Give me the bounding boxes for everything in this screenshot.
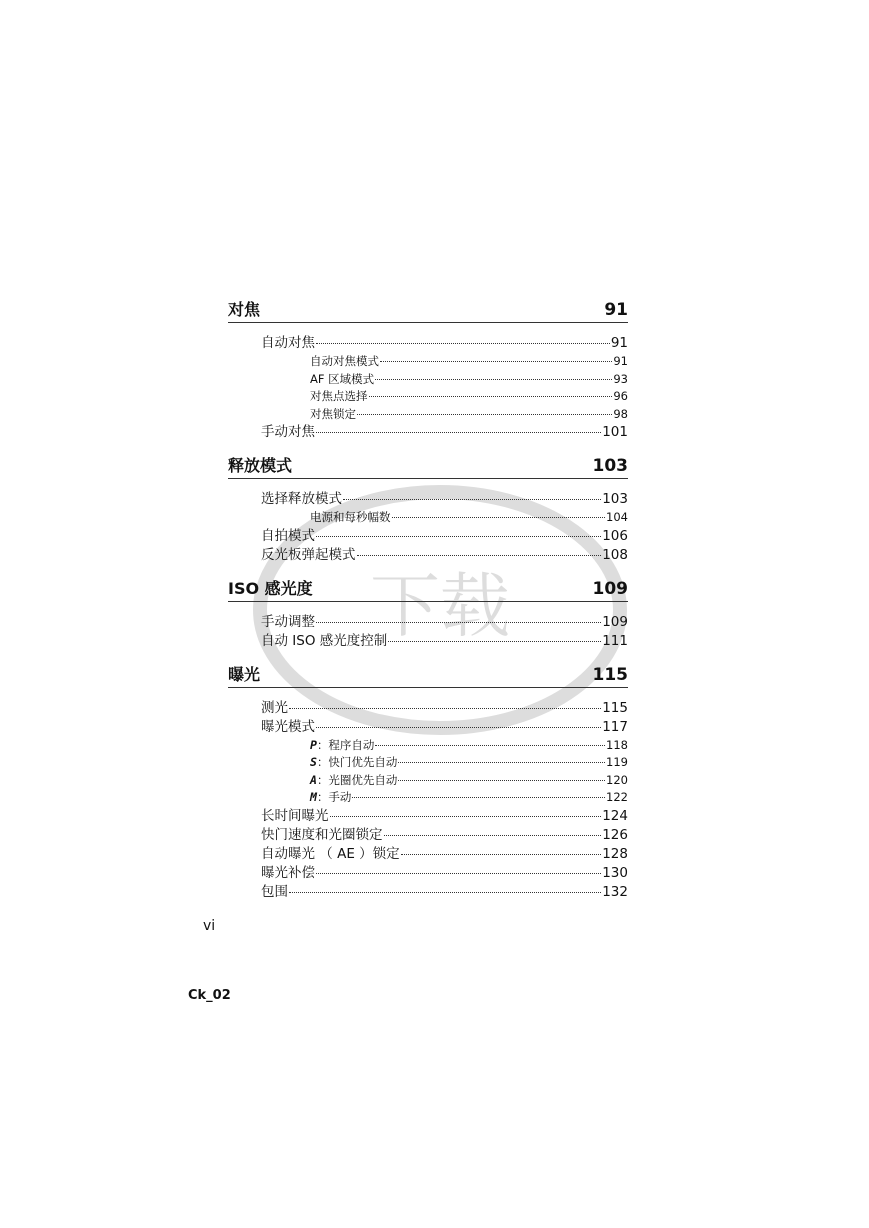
dot-leader [375,745,605,746]
toc-subentry[interactable] [228,371,628,389]
section-page-number: 91 [604,300,628,320]
mode-letter: A [310,772,317,787]
dot-leader [352,797,605,798]
page-number: vi [203,918,216,934]
toc-subentry[interactable] [228,772,628,790]
entry-page-number: 130 [602,864,628,881]
toc-entry[interactable] [228,826,628,845]
entry-label: 自动对焦模式 [310,354,379,368]
entry-label: 曝光模式 [261,718,315,735]
toc-section [228,452,628,575]
entry-page-number: 109 [602,613,628,630]
entry-label: 自动 ISO 感光度控制 [261,632,388,649]
entry-page-number: 103 [602,491,628,507]
dot-leader [330,816,602,817]
dot-leader [392,517,606,518]
entry-page-number: 91 [610,335,628,351]
entry-label: 手动对焦 [261,424,315,440]
dot-leader [380,361,612,362]
entry-label: 包围 [261,883,288,900]
toc-entry[interactable] [228,632,628,651]
entry-page-number: 98 [613,406,628,421]
entry-page-number: 118 [606,737,628,752]
entry-page-number: 115 [602,699,628,716]
dot-leader [316,432,601,433]
mode-letter: P [310,737,317,752]
dot-leader [289,892,601,893]
entry-label: 长时间曝光 [261,807,329,824]
entry-label: 快门速度和光圈锁定 [261,826,383,843]
entry-label: 手动调整 [261,613,315,630]
table-of-contents [228,296,628,912]
section-header [228,296,628,323]
toc-entry[interactable] [228,613,628,632]
entry-page-number: 120 [606,772,628,787]
section-title: ISO 感光度 [228,578,313,598]
toc-entry[interactable] [228,423,628,442]
section-title: 释放模式 [228,456,293,475]
entry-page-number: 132 [602,883,628,900]
dot-leader [384,835,602,836]
entry-list [228,602,628,661]
toc-subentry[interactable] [228,789,628,807]
dot-leader [375,379,612,380]
dot-leader [289,708,601,709]
toc-subentry[interactable] [228,509,628,527]
entry-list [228,479,628,575]
entry-label: 测光 [261,699,288,716]
entry-label [310,789,351,807]
entry-page-number: 93 [613,371,628,386]
dot-leader [401,854,602,855]
section-page-number: 103 [592,456,628,476]
entry-page-number: 96 [613,389,628,403]
toc-section [228,661,628,912]
toc-subentry[interactable] [228,388,628,406]
entry-page-number: 111 [602,632,628,649]
entry-list [228,688,628,912]
entry-label: 电源和每秒幅数 [310,510,391,524]
mode-label: ：快门优先自动 [316,755,398,769]
entry-label: 自动对焦 [261,335,315,351]
dot-leader [316,873,601,874]
toc-entry[interactable] [228,807,628,826]
entry-label [310,754,397,772]
toc-entry[interactable] [228,718,628,737]
toc-entry[interactable] [228,546,628,565]
toc-subentry[interactable] [228,737,628,755]
mode-letter: M [310,790,317,804]
section-page-number: 109 [592,578,628,599]
entry-label: 曝光补偿 [261,864,315,881]
section-page-number: 115 [592,664,628,685]
entry-page-number: 101 [602,424,628,440]
mode-label: ：手动 [316,790,352,804]
svg-text:下载: 下载 [370,565,510,647]
entry-page-number: 117 [602,718,628,735]
entry-label: 对焦点选择 [310,389,368,403]
dot-leader [398,762,605,763]
dot-leader [398,780,605,781]
entry-label [310,772,397,790]
toc-subentry[interactable] [228,406,628,424]
entry-page-number: 124 [602,807,628,824]
dot-leader [369,396,613,397]
dot-leader [357,555,602,556]
document-code: Ck_02 [188,988,231,1003]
dot-leader [388,641,601,642]
dot-leader [316,622,601,623]
entry-label: 自拍模式 [261,527,315,544]
toc-entry[interactable] [228,699,628,718]
entry-label: 自动曝光 （ AE ）锁定 [261,845,400,862]
dot-leader [316,727,601,728]
mode-letter: S [310,755,317,769]
toc-entry[interactable] [228,490,628,509]
toc-subentry[interactable] [228,353,628,371]
section-header [228,575,628,602]
toc-subentry[interactable] [228,754,628,772]
dot-leader [316,343,610,344]
mode-label: ：光圈优先自动 [316,772,398,787]
toc-entry[interactable] [228,334,628,353]
entry-page-number: 128 [602,845,628,862]
mode-label: ：程序自动 [316,737,375,752]
toc-entry[interactable] [228,845,628,864]
entry-page-number: 122 [606,790,628,804]
section-header [228,452,628,479]
entry-page-number: 126 [602,826,628,843]
entry-label: 反光板弹起模式 [261,546,356,563]
section-title: 曝光 [228,664,261,684]
dot-leader [343,499,601,500]
entry-page-number: 108 [602,546,628,563]
entry-label [310,737,374,755]
dot-leader [316,536,601,537]
section-header [228,661,628,688]
entry-label: 对焦锁定 [310,406,356,421]
toc-section [228,296,628,452]
entry-list [228,323,628,452]
entry-label: 选择释放模式 [261,491,342,507]
entry-page-number: 106 [602,527,628,544]
toc-section [228,575,628,661]
entry-page-number: 119 [606,755,628,769]
entry-page-number: 104 [606,510,628,524]
toc-entry[interactable] [228,527,628,546]
section-title: 对焦 [228,300,261,319]
toc-entry[interactable] [228,883,628,902]
entry-page-number: 91 [613,354,628,368]
entry-label: AF 区域模式 [310,371,375,386]
toc-entry[interactable] [228,864,628,883]
dot-leader [357,414,612,415]
